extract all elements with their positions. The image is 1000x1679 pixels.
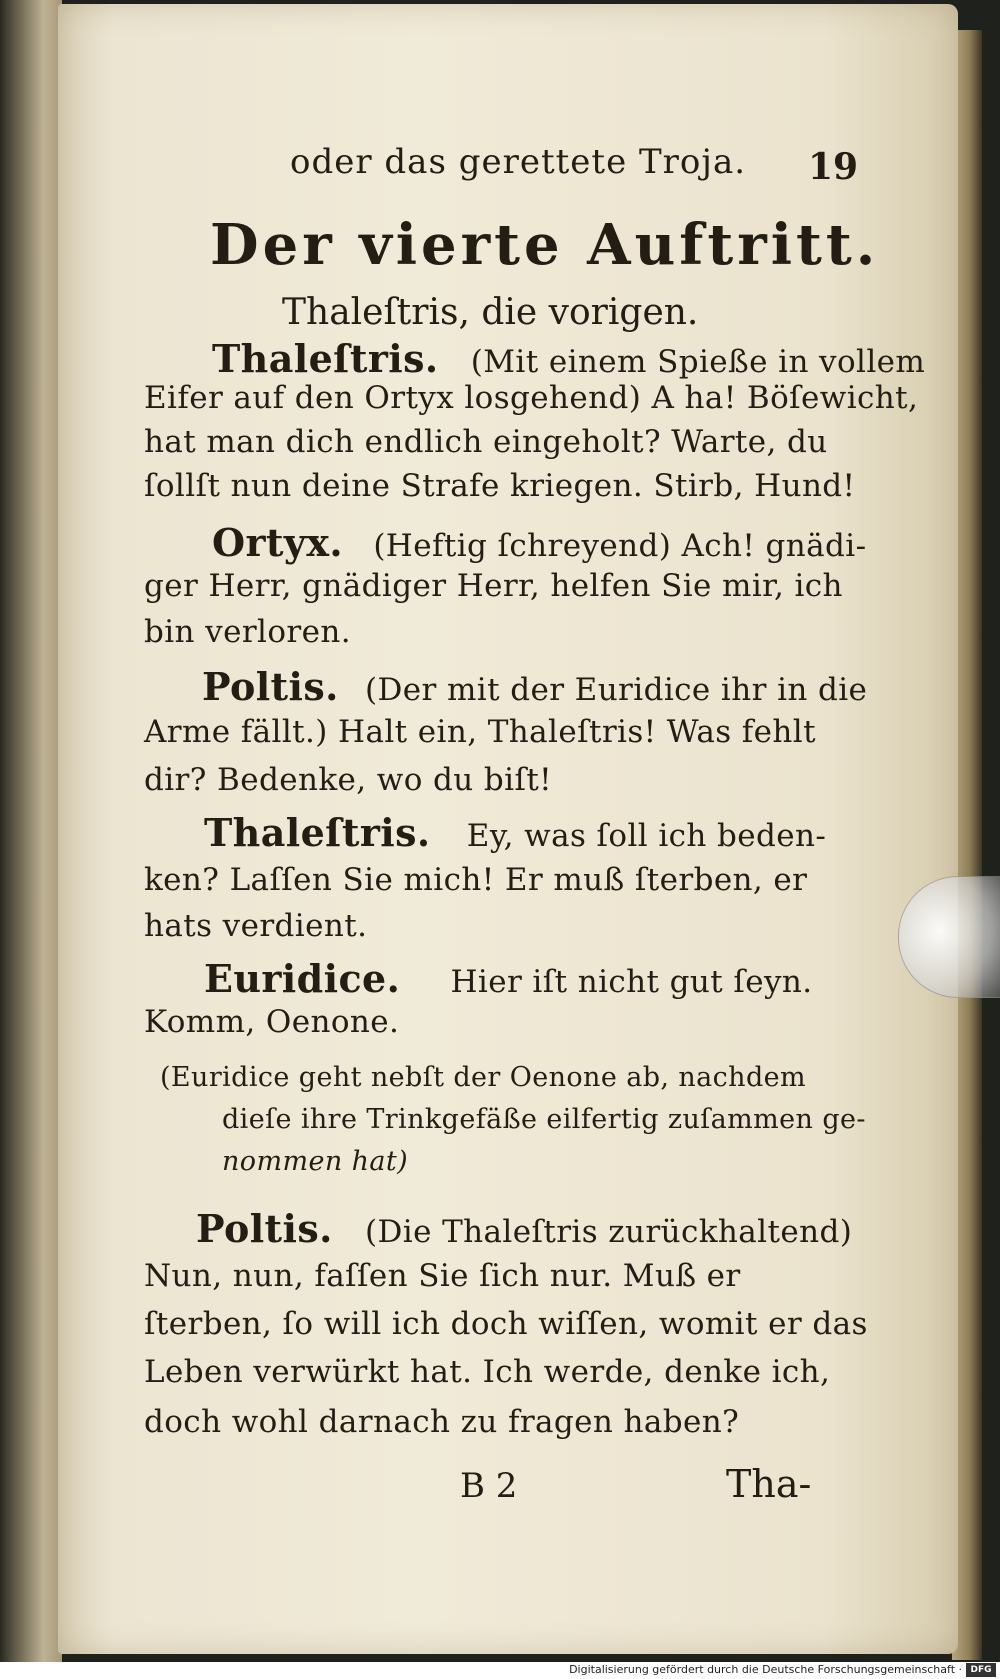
scene-persons: Thaleſtris, die vorigen. [282,292,699,333]
text-line [202,664,867,709]
text-line [212,520,866,565]
page-number: 19 [808,146,859,188]
text-line: doch wohl darnach zu fragen haben? [144,1404,740,1440]
text-line: Nun, nun, faſſen Sie ſich nur. Muß er [144,1258,741,1294]
text-line [204,956,813,1001]
text-line: Arme fällt.) Halt ein, Thaleſtris! Was fehlt [144,714,816,750]
line-text: (Heftig ſchreyend) Ach! gnädi- [373,528,867,564]
speaker-name: Poltis. [196,1206,333,1251]
text-line: dir? Bedenke, wo du biſt! [144,762,553,798]
scene-title: Der vierte Auftritt. [210,212,880,278]
text-line: Eifer auf den Ortyx losgehend) A ha! Böſewicht, [144,380,919,416]
speaker-name: Poltis. [202,664,339,709]
running-head: oder das gerettete Troja. [290,142,747,182]
left-page-edge [0,0,62,1662]
line-text: (Die Thaleſtris zurückhaltend) [365,1214,853,1250]
text-line: ſterben, ſo will ich doch wiſſen, womit er das [144,1306,868,1342]
text-line: ken? Laſſen Sie mich! Er muß ſterben, er [144,862,808,898]
stage-direction-line: (Euridice geht nebſt der Oenone ab, nachdem [160,1062,807,1093]
line-text: Hier iſt nicht gut ſeyn. [450,964,813,1000]
text-line: bin verloren. [144,614,352,650]
speaker-name: Thaleſtris. [212,336,439,381]
stage-direction-line: nommen hat) [222,1146,409,1177]
speaker-name: Euridice. [204,956,401,1001]
text-line [196,1206,852,1251]
digitization-credit: Digitalisierung gefördert durch die Deutsche Forschungsgemeinschaft · [569,1663,962,1676]
speaker-name: Ortyx. [212,520,344,565]
stage-direction-line: dieſe ihre Trinkgefäße eilfertig zuſammen ge- [222,1104,866,1135]
text-line [204,810,826,855]
text-line: ger Herr, gnädiger Herr, helfen Sie mir, ich [144,568,843,604]
signature-mark: B 2 [460,1466,518,1506]
line-text: (Der mit der Euridice ihr in die [365,672,868,708]
text-line [212,336,925,381]
text-line: ſollſt nun deine Strafe kriegen. Stirb, Hund! [144,468,856,504]
catchword: Tha- [726,1462,812,1506]
speaker-name: Thaleſtris. [204,810,431,855]
text-line: Komm, Oenone. [144,1004,400,1040]
line-text: Ey, was ſoll ich beden- [466,818,827,854]
text-line: hats verdient. [144,908,368,944]
text-line: hat man dich endlich eingeholt? Warte, du [144,424,828,460]
line-text: (Mit einem Spieße in vollem [470,344,926,380]
text-line: Leben verwürkt hat. Ich werde, denke ich, [144,1354,831,1390]
dfg-logo: DFG [966,1663,996,1677]
